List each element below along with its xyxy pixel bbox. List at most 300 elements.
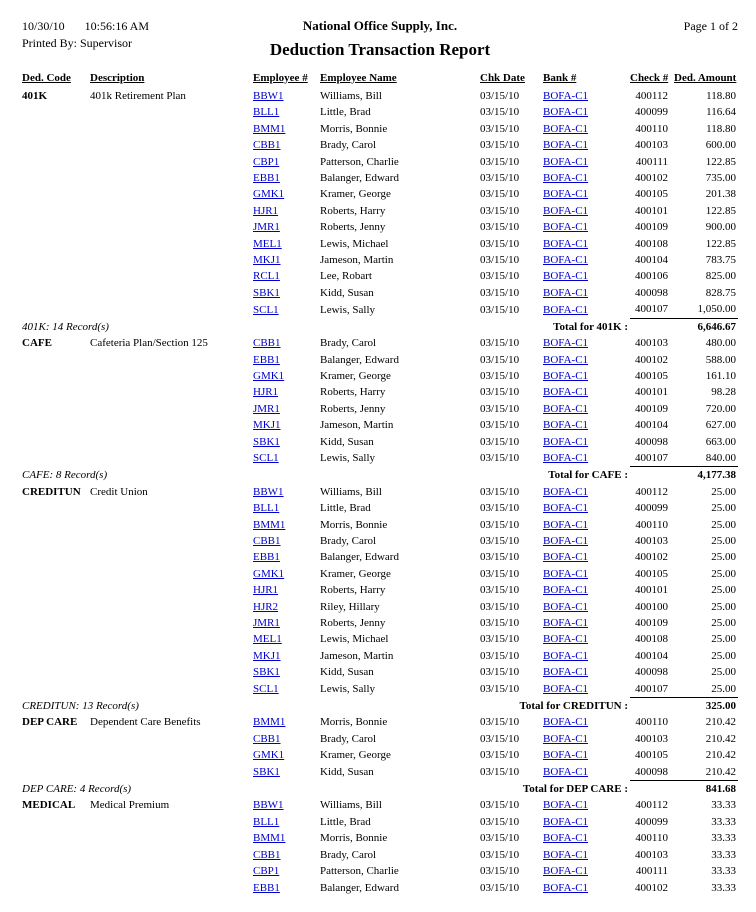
ded-code-cell — [22, 203, 90, 219]
description-cell — [90, 517, 253, 533]
employee-name-cell: Lee, Robart — [320, 270, 372, 283]
employee-number-link[interactable]: SBK1 — [253, 435, 280, 448]
bank-number-link[interactable]: BOFA-C1 — [543, 303, 589, 316]
description-cell — [90, 170, 253, 186]
employee-number-link[interactable]: EBB1 — [253, 551, 280, 564]
chk-date-cell: 03/15/10 — [480, 799, 520, 812]
ded-code-cell: 401K — [22, 90, 48, 102]
employee-number-link[interactable]: BLL1 — [253, 815, 280, 828]
ded-amount-cell: 720.00 — [705, 402, 736, 415]
check-number-cell: 400103 — [635, 732, 668, 745]
description-cell — [90, 500, 253, 516]
description-cell — [90, 252, 253, 268]
description-cell — [90, 648, 253, 664]
bank-number-link[interactable]: BOFA-C1 — [543, 815, 589, 828]
employee-name-cell: Kidd, Susan — [320, 435, 374, 448]
table-row — [22, 121, 738, 137]
employee-name-cell: Balanger, Edward — [320, 172, 399, 185]
employee-number-link[interactable]: CBB1 — [253, 337, 281, 350]
bank-number-link[interactable]: BOFA-C1 — [543, 649, 589, 662]
table-row — [22, 582, 738, 598]
table-row — [22, 484, 738, 500]
chk-date-cell: 03/15/10 — [480, 286, 520, 299]
employee-number-link[interactable]: BLL1 — [253, 106, 280, 119]
table-row — [22, 88, 738, 104]
bank-number-link[interactable]: BOFA-C1 — [543, 221, 589, 234]
chk-date-cell: 03/15/10 — [480, 353, 520, 366]
employee-number-link[interactable]: SBK1 — [253, 286, 280, 299]
description-cell: Cafeteria Plan/Section 125 — [90, 337, 208, 350]
employee-name-cell: Williams, Bill — [320, 90, 382, 102]
report-title: Deduction Transaction Report — [269, 40, 491, 59]
chk-date-cell: 03/15/10 — [480, 122, 520, 135]
chk-date-cell: 03/15/10 — [480, 848, 520, 861]
employee-number-link[interactable]: BMM1 — [253, 122, 286, 135]
employee-name-cell: Brady, Carol — [320, 732, 377, 745]
bank-number-link[interactable]: BOFA-C1 — [543, 732, 589, 745]
group-total-label: Total for CAFE : — [548, 469, 628, 482]
employee-name-cell: Williams, Bill — [320, 485, 382, 498]
employee-name-cell: Riley, Hillary — [320, 600, 380, 613]
employee-name-cell: Kramer, George — [320, 749, 391, 762]
chk-date-cell: 03/15/10 — [480, 666, 520, 679]
bank-number-link[interactable]: BOFA-C1 — [543, 237, 589, 250]
check-number-cell: 400105 — [635, 188, 668, 201]
ded-code-cell — [22, 863, 90, 879]
bank-number-link[interactable]: BOFA-C1 — [543, 683, 589, 696]
bank-number-link[interactable]: BOFA-C1 — [543, 188, 589, 201]
check-number-cell: 400111 — [635, 865, 668, 878]
ded-amount-cell: 1,050.00 — [697, 303, 736, 316]
description-cell — [90, 764, 253, 781]
group-total-label: Total for 401K : — [553, 320, 628, 333]
description-cell — [90, 154, 253, 170]
ded-amount-cell: 25.00 — [711, 502, 736, 515]
ded-code-cell — [22, 681, 90, 698]
check-number-cell: 400102 — [635, 551, 668, 564]
chk-date-cell: 03/15/10 — [480, 766, 520, 779]
ded-code-cell — [22, 450, 90, 467]
ded-code-cell — [22, 384, 90, 400]
ded-code-cell — [22, 417, 90, 433]
ded-amount-cell: 25.00 — [711, 617, 736, 629]
table-row — [22, 285, 738, 301]
ded-amount-cell: 828.75 — [705, 286, 736, 299]
check-number-cell: 400104 — [635, 419, 668, 432]
bank-number-link[interactable]: BOFA-C1 — [543, 600, 589, 613]
chk-date-cell: 03/15/10 — [480, 419, 520, 432]
employee-number-link[interactable]: MEL1 — [253, 237, 282, 250]
bank-number-link[interactable]: BOFA-C1 — [543, 799, 589, 812]
employee-number-link[interactable]: RCL1 — [253, 270, 280, 283]
ded-code-cell — [22, 401, 90, 417]
chk-date-cell: 03/15/10 — [480, 502, 520, 515]
table-row — [22, 814, 738, 830]
bank-number-link[interactable]: BOFA-C1 — [543, 881, 589, 894]
ded-amount-cell: 210.42 — [705, 749, 736, 762]
ded-amount-cell: 480.00 — [705, 337, 736, 350]
employee-name-cell: Lewis, Sally — [320, 452, 375, 465]
table-row — [22, 863, 738, 879]
employee-number-link[interactable]: SCL1 — [253, 452, 279, 465]
print-date: 10/30/10 — [22, 19, 65, 33]
report-header — [22, 18, 738, 60]
chk-date-cell: 03/15/10 — [480, 732, 520, 745]
ded-amount-cell: 161.10 — [705, 369, 736, 382]
table-row — [22, 664, 738, 680]
employee-name-cell: Lewis, Sally — [320, 683, 375, 696]
employee-number-link[interactable]: BMM1 — [253, 518, 286, 531]
employee-number-link[interactable]: CBB1 — [253, 732, 281, 745]
employee-number-link[interactable]: HJR1 — [253, 386, 279, 399]
bank-number-link[interactable]: BOFA-C1 — [543, 155, 589, 168]
employee-number-link[interactable]: HJR1 — [253, 584, 279, 597]
employee-name-cell: Morris, Bonnie — [320, 832, 388, 845]
ded-amount-cell: 210.42 — [705, 716, 736, 729]
col-header-employee-name: Employee Name — [320, 72, 397, 84]
check-number-cell: 400107 — [635, 303, 668, 316]
description-cell — [90, 863, 253, 879]
employee-number-link[interactable]: BMM1 — [253, 832, 286, 845]
bank-number-link[interactable]: BOFA-C1 — [543, 633, 589, 646]
employee-name-cell: Jameson, Martin — [320, 649, 394, 662]
table-row — [22, 847, 738, 863]
employee-name-cell: Balanger, Edward — [320, 551, 399, 564]
check-number-cell: 400111 — [635, 155, 668, 168]
chk-date-cell: 03/15/10 — [480, 567, 520, 580]
table-row — [22, 434, 738, 450]
chk-date-cell: 03/15/10 — [480, 435, 520, 448]
description-cell — [90, 301, 253, 318]
bank-number-link[interactable]: BOFA-C1 — [543, 402, 589, 415]
ded-code-cell — [22, 121, 90, 137]
check-number-cell: 400104 — [635, 649, 668, 662]
check-number-cell: 400110 — [635, 518, 668, 531]
bank-number-link[interactable]: BOFA-C1 — [543, 716, 589, 729]
employee-number-link[interactable]: CBP1 — [253, 155, 280, 168]
description-cell — [90, 880, 253, 896]
description-cell: Medical Premium — [90, 799, 170, 812]
employee-number-link[interactable]: BBW1 — [253, 90, 284, 102]
ded-code-cell — [22, 268, 90, 284]
chk-date-cell: 03/15/10 — [480, 832, 520, 845]
ded-code-cell — [22, 549, 90, 565]
bank-number-link[interactable]: BOFA-C1 — [543, 139, 589, 152]
ded-code-cell: CREDITUN — [22, 485, 81, 498]
employee-number-link[interactable]: JMR1 — [253, 221, 280, 234]
ded-code-cell — [22, 631, 90, 647]
table-row — [22, 268, 738, 284]
chk-date-cell: 03/15/10 — [480, 815, 520, 828]
description-cell — [90, 599, 253, 615]
bank-number-link[interactable]: BOFA-C1 — [543, 286, 589, 299]
employee-number-link[interactable]: EBB1 — [253, 881, 280, 894]
ded-amount-cell: 118.80 — [706, 90, 736, 102]
ded-amount-cell: 588.00 — [705, 353, 736, 366]
bank-number-link[interactable]: BOFA-C1 — [543, 485, 589, 498]
bank-number-link[interactable]: BOFA-C1 — [543, 353, 589, 366]
bank-number-link[interactable]: BOFA-C1 — [543, 848, 589, 861]
description-cell — [90, 434, 253, 450]
bank-number-link[interactable]: BOFA-C1 — [543, 90, 589, 102]
ded-amount-cell: 116.64 — [706, 106, 736, 119]
table-row — [22, 203, 738, 219]
ded-amount-cell: 735.00 — [705, 172, 736, 185]
chk-date-cell: 03/15/10 — [480, 865, 520, 878]
description-cell — [90, 121, 253, 137]
check-number-cell: 400105 — [635, 749, 668, 762]
chk-date-cell: 03/15/10 — [480, 716, 520, 729]
col-header-bank-number: Bank # — [543, 72, 577, 84]
bank-number-link[interactable]: BOFA-C1 — [543, 452, 589, 465]
table-row — [22, 747, 738, 763]
chk-date-cell: 03/15/10 — [480, 303, 520, 316]
ded-code-cell — [22, 368, 90, 384]
chk-date-cell: 03/15/10 — [480, 270, 520, 283]
employee-number-link[interactable]: EBB1 — [253, 172, 280, 185]
bank-number-link[interactable]: BOFA-C1 — [543, 749, 589, 762]
employee-number-link[interactable]: SBK1 — [253, 766, 280, 779]
employee-name-cell: Roberts, Jenny — [320, 402, 386, 415]
table-row — [22, 731, 738, 747]
ded-amount-cell: 33.33 — [711, 881, 736, 894]
employee-name-cell: Kidd, Susan — [320, 286, 374, 299]
chk-date-cell: 03/15/10 — [480, 485, 520, 498]
group-record-count: 401K: 14 Record(s) — [22, 320, 109, 333]
table-row — [22, 219, 738, 235]
employee-number-link[interactable]: GMK1 — [253, 749, 285, 762]
table-row — [22, 631, 738, 647]
ded-amount-cell: 25.00 — [711, 567, 736, 580]
employee-number-link[interactable]: GMK1 — [253, 567, 285, 580]
bank-number-link[interactable]: BOFA-C1 — [543, 122, 589, 135]
check-number-cell: 400108 — [635, 237, 668, 250]
table-row — [22, 533, 738, 549]
ded-code-cell — [22, 154, 90, 170]
table-row — [22, 401, 738, 417]
bank-number-link[interactable]: BOFA-C1 — [543, 567, 589, 580]
col-header-description: Description — [90, 72, 145, 84]
check-number-cell: 400105 — [635, 567, 668, 580]
col-header-ded-code: Ded. Code — [22, 72, 71, 84]
total-rule-spacer — [630, 781, 674, 798]
ded-amount-cell: 25.00 — [711, 600, 736, 613]
ded-code-cell — [22, 615, 90, 631]
chk-date-cell: 03/15/10 — [480, 600, 520, 613]
bank-number-link[interactable]: BOFA-C1 — [543, 617, 589, 629]
employee-name-cell: Balanger, Edward — [320, 353, 399, 366]
ded-amount-cell: 33.33 — [711, 848, 736, 861]
employee-name-cell: Kramer, George — [320, 188, 391, 201]
check-number-cell: 400105 — [635, 369, 668, 382]
table-row — [22, 236, 738, 252]
bank-number-link[interactable]: BOFA-C1 — [543, 435, 589, 448]
ded-code-cell — [22, 219, 90, 235]
bank-number-link[interactable]: BOFA-C1 — [543, 369, 589, 382]
chk-date-cell: 03/15/10 — [480, 584, 520, 597]
employee-number-link[interactable]: HJR2 — [253, 600, 279, 613]
employee-number-link[interactable]: SCL1 — [253, 303, 279, 316]
employee-number-link[interactable]: JMR1 — [253, 617, 280, 629]
description-cell — [90, 401, 253, 417]
check-number-cell: 400099 — [635, 106, 668, 119]
group-total-amount: 6,646.67 — [674, 318, 738, 335]
col-header-ded-amount: Ded. Amount — [674, 72, 737, 84]
ded-amount-cell: 825.00 — [705, 270, 736, 283]
check-number-cell: 400112 — [635, 90, 668, 102]
bank-number-link[interactable]: BOFA-C1 — [543, 518, 589, 531]
ded-amount-cell: 122.85 — [705, 237, 736, 250]
ded-amount-cell: 210.42 — [705, 732, 736, 745]
group-record-count: DEP CARE: 4 Record(s) — [22, 783, 132, 796]
bank-number-link[interactable]: BOFA-C1 — [543, 502, 589, 515]
employee-number-link[interactable]: MKJ1 — [253, 649, 281, 662]
employee-name-cell: Lewis, Michael — [320, 237, 389, 250]
employee-number-link[interactable]: BBW1 — [253, 485, 284, 498]
chk-date-cell: 03/15/10 — [480, 402, 520, 415]
table-row — [22, 137, 738, 153]
employee-number-link[interactable]: CBB1 — [253, 534, 281, 547]
description-cell — [90, 814, 253, 830]
column-header-row — [22, 72, 738, 88]
description-cell — [90, 450, 253, 467]
chk-date-cell: 03/15/10 — [480, 106, 520, 119]
chk-date-cell: 03/15/10 — [480, 369, 520, 382]
table-row — [22, 170, 738, 186]
description-cell — [90, 137, 253, 153]
ded-amount-cell: 33.33 — [711, 799, 736, 812]
employee-name-cell: Kidd, Susan — [320, 766, 374, 779]
employee-number-link[interactable]: SBK1 — [253, 666, 280, 679]
employee-name-cell: Jameson, Martin — [320, 419, 394, 432]
chk-date-cell: 03/15/10 — [480, 633, 520, 646]
report-title-block — [270, 18, 490, 60]
employee-number-link[interactable]: EBB1 — [253, 353, 280, 366]
bank-number-link[interactable]: BOFA-C1 — [543, 766, 589, 779]
chk-date-cell: 03/15/10 — [480, 386, 520, 399]
chk-date-cell: 03/15/10 — [480, 221, 520, 234]
ded-code-cell — [22, 517, 90, 533]
group-total-row — [22, 318, 738, 335]
check-number-cell: 400110 — [635, 122, 668, 135]
group-total-row — [22, 781, 738, 798]
description-cell — [90, 847, 253, 863]
bank-number-link[interactable]: BOFA-C1 — [543, 270, 589, 283]
description-cell — [90, 830, 253, 846]
bank-number-link[interactable]: BOFA-C1 — [543, 832, 589, 845]
ded-amount-cell: 783.75 — [705, 254, 736, 267]
ded-code-cell — [22, 533, 90, 549]
bank-number-link[interactable]: BOFA-C1 — [543, 386, 589, 399]
ded-code-cell — [22, 648, 90, 664]
ded-amount-cell: 118.80 — [706, 122, 736, 135]
description-cell — [90, 219, 253, 235]
chk-date-cell: 03/15/10 — [480, 881, 520, 894]
bank-number-link[interactable]: BOFA-C1 — [543, 419, 589, 432]
ded-code-cell — [22, 186, 90, 202]
ded-amount-cell: 25.00 — [711, 584, 736, 597]
bank-number-link[interactable]: BOFA-C1 — [543, 106, 589, 119]
chk-date-cell: 03/15/10 — [480, 188, 520, 201]
employee-number-link[interactable]: HJR1 — [253, 204, 279, 217]
bank-number-link[interactable]: BOFA-C1 — [543, 534, 589, 547]
chk-date-cell: 03/15/10 — [480, 237, 520, 250]
ded-code-cell — [22, 252, 90, 268]
table-row — [22, 566, 738, 582]
employee-name-cell: Brady, Carol — [320, 139, 377, 152]
ded-amount-cell: 201.38 — [705, 188, 736, 201]
table-row — [22, 714, 738, 730]
col-header-check-number: Check # — [630, 72, 669, 84]
ded-amount-cell: 840.00 — [705, 451, 736, 464]
ded-amount-cell: 122.85 — [705, 204, 736, 217]
total-rule-spacer — [630, 467, 674, 484]
bank-number-link[interactable]: BOFA-C1 — [543, 584, 589, 597]
employee-number-link[interactable]: CBP1 — [253, 865, 280, 878]
table-row — [22, 186, 738, 202]
ded-amount-cell: 122.85 — [705, 155, 736, 168]
group-total-row — [22, 698, 738, 715]
check-number-cell: 400103 — [635, 337, 668, 350]
check-number-cell: 400098 — [635, 666, 668, 679]
employee-number-link[interactable]: BBW1 — [253, 799, 284, 812]
check-number-cell: 400101 — [635, 204, 668, 217]
bank-number-link[interactable]: BOFA-C1 — [543, 865, 589, 878]
ded-amount-cell: 33.33 — [711, 832, 736, 845]
total-rule-spacer — [630, 698, 674, 715]
employee-number-link[interactable]: JMR1 — [253, 402, 280, 415]
employee-name-cell: Little, Brad — [320, 106, 371, 119]
description-cell — [90, 566, 253, 582]
ded-amount-cell: 25.00 — [711, 551, 736, 564]
bank-number-link[interactable]: BOFA-C1 — [543, 551, 589, 564]
employee-name-cell: Patterson, Charlie — [320, 155, 399, 168]
bank-number-link[interactable]: BOFA-C1 — [543, 254, 589, 267]
ded-code-cell — [22, 847, 90, 863]
table-row — [22, 368, 738, 384]
employee-number-link[interactable]: MKJ1 — [253, 419, 281, 432]
check-number-cell: 400107 — [635, 451, 668, 464]
table-row — [22, 599, 738, 615]
employee-number-link[interactable]: BMM1 — [253, 716, 286, 729]
bank-number-link[interactable]: BOFA-C1 — [543, 204, 589, 217]
employee-number-link[interactable]: CBB1 — [253, 139, 281, 152]
table-row — [22, 830, 738, 846]
chk-date-cell: 03/15/10 — [480, 749, 520, 762]
bank-number-link[interactable]: BOFA-C1 — [543, 172, 589, 185]
employee-number-link[interactable]: CBB1 — [253, 848, 281, 861]
check-number-cell: 400098 — [635, 435, 668, 448]
employee-number-link[interactable]: BLL1 — [253, 502, 280, 515]
table-row — [22, 104, 738, 120]
company-name: National Office Supply, Inc. — [302, 18, 458, 33]
employee-name-cell: Morris, Bonnie — [320, 716, 388, 729]
employee-number-link[interactable]: SCL1 — [253, 683, 279, 696]
description-cell — [90, 203, 253, 219]
ded-code-cell: CAFE — [22, 337, 52, 350]
description-cell — [90, 368, 253, 384]
employee-name-cell: Roberts, Harry — [320, 584, 386, 597]
print-datetime — [22, 18, 270, 35]
employee-number-link[interactable]: GMK1 — [253, 369, 285, 382]
bank-number-link[interactable]: BOFA-C1 — [543, 337, 589, 350]
employee-number-link[interactable]: MEL1 — [253, 633, 282, 646]
bank-number-link[interactable]: BOFA-C1 — [543, 666, 589, 679]
employee-number-link[interactable]: MKJ1 — [253, 254, 281, 267]
employee-number-link[interactable]: GMK1 — [253, 188, 285, 201]
chk-date-cell: 03/15/10 — [480, 683, 520, 696]
ded-amount-cell: 25.00 — [711, 534, 736, 547]
